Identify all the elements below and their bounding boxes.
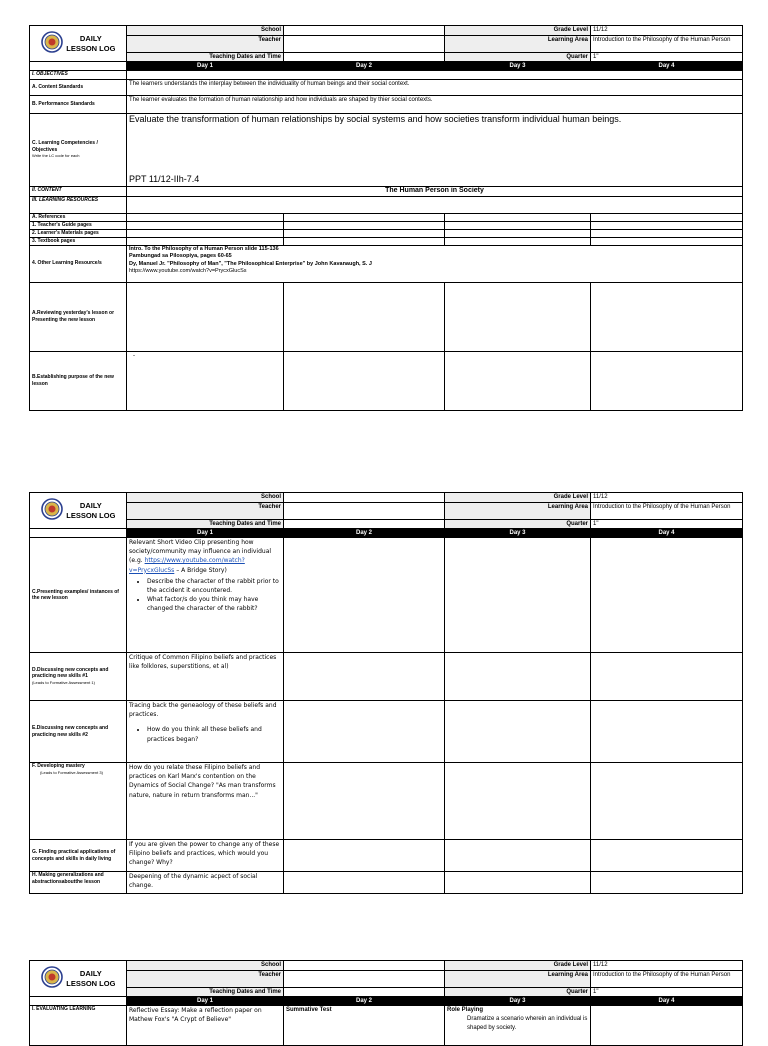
teacher-label: Teacher [127, 503, 284, 520]
deped-seal-icon [41, 31, 63, 56]
applications-label: G. Finding practical applications of concepts and skills in daily living [30, 840, 127, 872]
references-day2 [284, 214, 445, 222]
lm-label: 2. Learner's Materials pages [30, 229, 127, 237]
area-label: Learning Area [445, 36, 591, 53]
other-resource-1: Intro. To the Philosophy of a Human Person slide 115-136 [129, 245, 279, 252]
discussing-1-day2 [284, 653, 445, 701]
presenting-examples-label: C.Presenting examples/ instances of the new lesson [30, 538, 127, 653]
dates-value[interactable] [284, 53, 445, 62]
tg-day2 [284, 221, 445, 229]
discussing-2-label: E.Discussing new concepts and practicing new skills #2 [30, 701, 127, 763]
generalizations-day4 [591, 872, 743, 894]
school-value[interactable] [284, 493, 445, 503]
tg-day1 [127, 221, 284, 229]
performance-standards-label: B. Performance Standards [30, 96, 127, 114]
grade-label: Grade Level [445, 961, 591, 971]
purpose-day3 [445, 351, 591, 410]
content-standards-text: The learners understands the interplay between the individuality of human beings and their social context. [127, 80, 743, 96]
generalizations-day1: Deepening of the dynamic acpect of social change. [127, 872, 284, 894]
evaluating-day3 [445, 1006, 591, 1046]
school-value[interactable] [284, 26, 445, 36]
page-title: DAILY LESSON LOG [66, 33, 116, 53]
tg-label: 1. Teacher's Guide pages [30, 221, 127, 229]
generalizations-day2 [284, 872, 445, 894]
presenting-examples-text: Relevant Short Video Clip presenting how society/community may influence an individual (e.g. [129, 539, 272, 565]
discussing-1-label: D.Discussing new concepts and practicing new skills #1 [32, 666, 109, 680]
dates-value[interactable] [284, 988, 445, 997]
tg-day3 [445, 221, 591, 229]
day-spacer [30, 62, 127, 71]
mastery-day4 [591, 763, 743, 840]
review-day3 [445, 282, 591, 351]
applications-day2 [284, 840, 445, 872]
day-4-header: Day 4 [591, 529, 743, 538]
other-resource-2: Pambungad sa Pilosopiya, pages 60-65 [129, 253, 232, 259]
school-label: School [127, 26, 284, 36]
review-day2 [284, 282, 445, 351]
teacher-value[interactable] [284, 36, 445, 53]
objectives-value [127, 71, 743, 80]
dates-label: Teaching Dates and Time [127, 520, 284, 529]
purpose-day1: - [127, 351, 284, 410]
tb-day4 [591, 237, 743, 245]
teacher-label: Teacher [127, 36, 284, 53]
evaluating-day4 [591, 1006, 743, 1046]
lesson-log-page-1 [29, 25, 742, 429]
area-label: Learning Area [445, 971, 591, 988]
applications-day4 [591, 840, 743, 872]
mastery-note: (Leads to Formative Assessment 3) [40, 769, 103, 775]
evaluating-label: I. EVALUATING LEARNING [30, 1006, 127, 1046]
quarter-value: 1" [591, 988, 743, 997]
tb-label: 3. Textbook pages [30, 237, 127, 245]
purpose-day4 [591, 351, 743, 410]
discussing-1-label-cell [30, 653, 127, 701]
day-4-header: Day 4 [591, 62, 743, 71]
evaluating-day3-sub: Dramatize a scenario wherein an individual is shaped by society. [467, 1016, 588, 1031]
day-2-header: Day 2 [284, 62, 445, 71]
grade-label: Grade Level [445, 26, 591, 36]
area-value: Introduction to the Philosophy of the Human Person [591, 36, 743, 53]
school-label: School [127, 961, 284, 971]
purpose-day2 [284, 351, 445, 410]
competencies-note: Write the LC code for each [32, 153, 80, 159]
other-resource-4: https://www.youtube.com/watch?v=PrycxGlucSs [129, 268, 247, 274]
objectives-label: I. OBJECTIVES [30, 71, 127, 80]
discussing-2-day4 [591, 701, 743, 763]
applications-day3 [445, 840, 591, 872]
references-day4 [591, 214, 743, 222]
area-label: Learning Area [445, 503, 591, 520]
day-3-header: Day 3 [445, 997, 591, 1006]
mastery-day1: How do you relate these Filipino beliefs and practices on Karl Marx's contention on the Dynamics of Social Change? "As man transforms nature, nature in return transforms man..." [127, 763, 284, 840]
other-resource-3: Dy, Manuel Jr. "Philosophy of Man", "The Philosophical Enterprise" by John Kavanaugh, S. J [129, 260, 372, 267]
performance-standards-text: The learner evaluates the formation of human relationship and how individuals are shaped by thier social contexts. [127, 96, 743, 114]
teacher-value[interactable] [284, 971, 445, 988]
day-2-header: Day 2 [284, 529, 445, 538]
dates-label: Teaching Dates and Time [127, 53, 284, 62]
presenting-examples-day3 [445, 538, 591, 653]
mastery-day3 [445, 763, 591, 840]
day-3-header: Day 3 [445, 529, 591, 538]
discussing-2-text: Tracing back the geneaology of these beliefs and practices. [129, 702, 277, 719]
list-item: • Describe the character of the rabbit prior to the accident it encountered. [147, 577, 281, 595]
competencies-code: PPT 11/12-IIh-7.4 [129, 174, 200, 184]
deped-seal-icon [41, 966, 63, 991]
mastery-label: F. Developing mastery [32, 763, 85, 769]
tb-day1 [127, 237, 284, 245]
day-3-header: Day 3 [445, 62, 591, 71]
header-logo-cell [30, 493, 127, 529]
header-logo-cell [30, 26, 127, 62]
presenting-examples-day1: Relevant Short Video Clip presenting how society/community may influence an individual (e.g. https://www.youtube.com/watch?v=PrycxGlucSs – A Bridge Story) • Describe the character of the rabbit prior to the accident it encountered. • What factor/s do you think may have changed the character of the rabbit? [127, 538, 284, 653]
evaluating-day2: Summative Test [284, 1006, 445, 1046]
quarter-label: Quarter [445, 520, 591, 529]
school-value[interactable] [284, 961, 445, 971]
day-4-header: Day 4 [591, 997, 743, 1006]
quarter-value: 1" [591, 520, 743, 529]
day-1-header: Day 1 [127, 529, 284, 538]
references-day3 [445, 214, 591, 222]
generalizations-day3 [445, 872, 591, 894]
day-spacer [30, 997, 127, 1006]
mastery-day2 [284, 763, 445, 840]
day-1-header: Day 1 [127, 62, 284, 71]
school-label: School [127, 493, 284, 503]
quarter-label: Quarter [445, 53, 591, 62]
grade-value: 11/12 [591, 493, 743, 503]
list-item: • What factor/s do you think may have changed the character of the rabbit? [147, 595, 281, 613]
area-value: Introduction to the Philosophy of the Human Person [591, 971, 743, 988]
dates-value[interactable] [284, 520, 445, 529]
tb-day2 [284, 237, 445, 245]
discussing-1-day3 [445, 653, 591, 701]
competencies-cell [127, 114, 743, 187]
page-title: DAILY LESSON LOG [66, 500, 116, 520]
references-day1 [127, 214, 284, 222]
grade-value: 11/12 [591, 26, 743, 36]
list-item: • How do you think all these beliefs and practices began? [147, 725, 281, 743]
review-label: A.Reviewing yesterday's lesson or Presenting the new lesson [30, 282, 127, 351]
lm-day3 [445, 229, 591, 237]
competencies-label-cell [30, 114, 127, 187]
grade-value: 11/12 [591, 961, 743, 971]
mastery-label-cell [30, 763, 127, 840]
lesson-log-page-3 [29, 960, 742, 1031]
competencies-text: Evaluate the transformation of human relationships by social systems and how societies transform individual human beings. [129, 114, 622, 124]
deped-seal-icon [41, 498, 63, 523]
area-value: Introduction to the Philosophy of the Human Person [591, 503, 743, 520]
applications-day1: If you are given the power to change any of these Filipino beliefs and practices, which would you change? Why? [127, 840, 284, 872]
review-day4 [591, 282, 743, 351]
other-resources-cell [127, 245, 743, 282]
discussing-1-day1: Critique of Common Filipino beliefs and practices like folklores, superstitions, et al) [127, 653, 284, 701]
video-link[interactable]: https://www.youtube.com/watch?v=PrycxGlucSs [129, 557, 245, 574]
competencies-label: C. Learning Competencies / Objectives [32, 140, 98, 153]
lesson-log-page-2 [29, 492, 742, 905]
discussing-1-day4 [591, 653, 743, 701]
content-text: The Human Person in Society [127, 187, 743, 197]
evaluating-day3-title: Role Playing [447, 1007, 484, 1013]
resources-label: III. LEARNING RESOURCES [30, 197, 127, 214]
grade-label: Grade Level [445, 493, 591, 503]
references-label: A. References [30, 214, 127, 222]
tg-day4 [591, 221, 743, 229]
presenting-examples-day4 [591, 538, 743, 653]
presenting-examples-day2 [284, 538, 445, 653]
review-day1 [127, 282, 284, 351]
quarter-label: Quarter [445, 988, 591, 997]
resources-value [127, 197, 743, 214]
lm-day2 [284, 229, 445, 237]
discussing-2-day3 [445, 701, 591, 763]
content-label: II. CONTENT [30, 187, 127, 197]
lm-day1 [127, 229, 284, 237]
header-logo-cell [30, 961, 127, 997]
generalizations-label: H. Making generalizations and abstractionsaboutthe lesson [30, 872, 127, 894]
content-standards-label: A. Content Standards [30, 80, 127, 96]
quarter-value: 1" [591, 53, 743, 62]
lm-day4 [591, 229, 743, 237]
purpose-label: B.Establishing purpose of the new lesson [30, 351, 127, 410]
discussing-2-day2 [284, 701, 445, 763]
day-spacer [30, 529, 127, 538]
dates-label: Teaching Dates and Time [127, 988, 284, 997]
evaluating-day1: Reflective Essay: Make a reflection paper on Mathew Fox's "A Crypt of Believe" [127, 1006, 284, 1046]
tb-day3 [445, 237, 591, 245]
teacher-value[interactable] [284, 503, 445, 520]
day-1-header: Day 1 [127, 997, 284, 1006]
page-title: DAILY LESSON LOG [66, 968, 116, 988]
discussing-2-day1 [127, 701, 284, 763]
teacher-label: Teacher [127, 971, 284, 988]
day-2-header: Day 2 [284, 997, 445, 1006]
other-resources-label: 4. Other Learning Resource/s [30, 245, 127, 282]
discussing-1-note: (Leads to Formative Assessment 1) [32, 679, 95, 685]
